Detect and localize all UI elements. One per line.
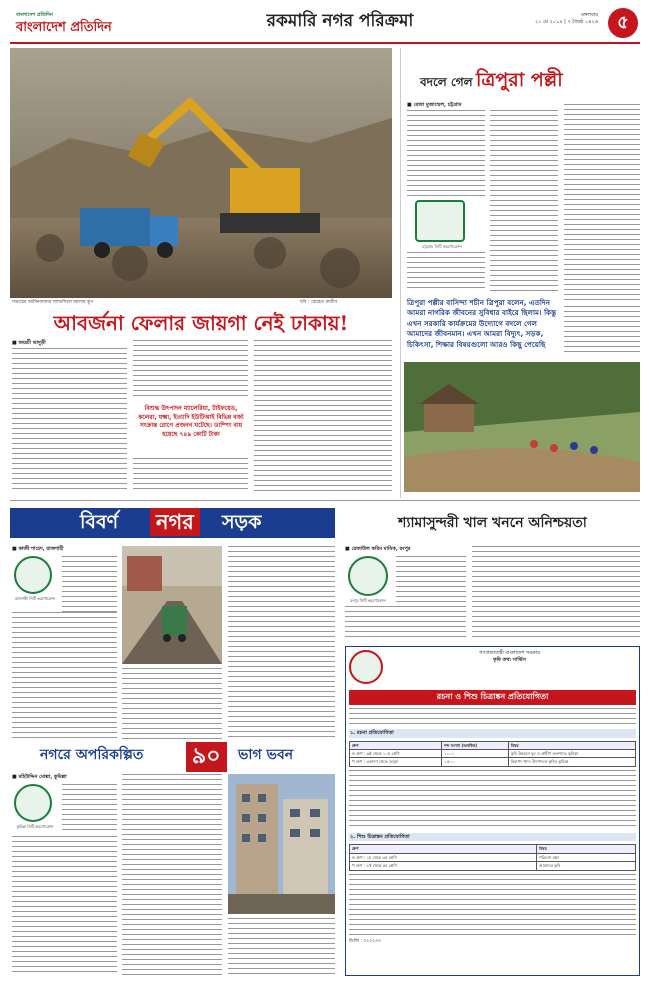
essay-table-cell: কৃষি উন্নয়নে যুব ও গ্রামীণ তরুণদের ভূমিকা (508, 749, 635, 757)
drawing-table-cell: ক গ্রুপ : ১ম থেকে ৩য় শ্রেণি (350, 853, 537, 861)
road-photo (122, 546, 222, 664)
section-title: রকমারি নগর পরিক্রমা (266, 11, 414, 31)
essay-table-header-row (350, 741, 636, 749)
road-col-3 (228, 546, 335, 740)
drawing-table-header-cell: বিষয় (536, 845, 635, 853)
tripura-photo (404, 362, 640, 492)
essay-table-cell: নিরাপদ খাদ্য উৎপাদনে কৃষির ভূমিকা (508, 758, 635, 766)
canal-headline: শ্যামাসুন্দরী খাল খননে অনিশ্চয়তা (398, 515, 587, 531)
rajshahi-seal-label: রাজশাহী সিটি করপোরেশন (14, 596, 56, 601)
masthead-logo[interactable] (16, 12, 136, 38)
road-headline-a: বিবর্ণ (80, 511, 119, 533)
road-byline: ■ কাজী শাহেদ, রাজশাহী (12, 546, 64, 552)
comilla-seal-label: কুমিল্লা সিটি করপোরেশন (16, 824, 54, 829)
rangpur-seal-icon (348, 556, 388, 596)
weekday: মঙ্গলবার (581, 12, 598, 18)
drawing-table-header-cell: গ্রুপ (350, 845, 537, 853)
buildings-headline-num: ৯০ (186, 742, 227, 772)
masthead-rule (10, 42, 640, 44)
essay-table-header-cell: বিষয় (508, 741, 635, 749)
tripura-pullquote: ত্রিপুরা পল্লীর বাসিন্দা শচীন ত্রিপুরা বলেন, এতদিন আমরা নাগরিক জীবনের সুবিধার বাইরে ছিলাম। কিন্তু এখন সরকারি কার্যক্রমের উদ্যোগে বদলে গেল আমাদের জীবনমান। এখন আমরা বিদ্যুৎ, সড়ক, চিকিৎসা, শিক্ষার বিষয়গুলো আরও কিছু পেয়েছি (407, 298, 557, 349)
ad-rules-2 (349, 874, 636, 936)
road-headline-b: নগর (150, 508, 200, 536)
excavator-cab (230, 168, 300, 213)
ad-sec2: ২. শিশু চিত্রাঙ্কন প্রতিযোগিতা (349, 833, 636, 842)
tripura-headline-main: ত্রিপুরা পল্লী (476, 69, 563, 91)
canal-col-1a (396, 556, 466, 602)
buildings-headline-b: ভাগ ভবন (238, 747, 294, 763)
logo-name: বাংলাদেশ প্রতিদিন (16, 19, 112, 35)
tripura-col-1b (407, 252, 485, 292)
road-col-2 (122, 668, 222, 740)
garbage-col-3 (133, 458, 248, 493)
road-headline-c: সড়ক (222, 511, 262, 533)
photo-caption: সভারের আমিনবাজার ল্যান্ডফিলে ময়লার স্তূপ (12, 300, 94, 305)
road-scene (122, 546, 222, 664)
drawing-table-row (350, 862, 636, 870)
drawing-table-cell: পরিবেশ রক্ষা (536, 853, 635, 861)
buildings-headline-a: নগরে অপরিকল্পিত (40, 747, 144, 763)
drawing-table (349, 844, 636, 870)
road-col-1a (62, 556, 117, 616)
photo-credit: ছবি : রোহেত রাজীব (300, 300, 338, 305)
essay-table-cell: খ গ্রুপ : একাদশ থেকে তদূর্ধ্ব (350, 758, 442, 766)
drawing-table-header-row (350, 845, 636, 853)
chittagong-seal-label: চট্টগ্রাম সিটি করপোরেশন (422, 244, 462, 249)
masthead-date (488, 12, 598, 26)
garbage-col-2 (133, 340, 248, 400)
essay-table-cell: ১০০০ (442, 749, 509, 757)
drawing-table-cell: খ গ্রুপ : ৪র্থ থেকে ৫ম শ্রেণি (350, 862, 537, 870)
excavator-scene (10, 48, 392, 298)
buildings-col-1a (62, 784, 117, 830)
landfill-photo (10, 48, 392, 298)
buildings-col-3 (228, 918, 335, 976)
section-divider (10, 500, 640, 501)
date: ২১ মে ২০১৯ | ৭ জ্যৈষ্ঠ ১৪২৬ (535, 18, 598, 25)
canal-byline: ■ রেজাউল করিম মানিক, রংপুর (345, 546, 411, 552)
page-number: ৫ (608, 8, 638, 38)
ad-intro (349, 708, 636, 726)
ad-header: গণপ্রজাতন্ত্রী বাংলাদেশ সরকার (479, 650, 540, 656)
canal-col-1 (345, 606, 466, 640)
essay-table-header-cell: শব্দ সংখ্যা (অনধিক) (442, 741, 509, 749)
ad-sub: কৃষি তথ্য সার্ভিস (493, 656, 526, 663)
tripura-village-scene (404, 362, 640, 492)
buildings-photo (228, 774, 335, 914)
ad-title: রচনা ও শিশু চিত্রাঙ্কন প্রতিযোগিতা (349, 690, 636, 705)
essay-table (349, 741, 636, 767)
essay-table-header-cell: গ্রুপ (350, 741, 442, 749)
rajshahi-seal-icon (14, 556, 52, 594)
comilla-seal-icon (14, 784, 52, 822)
tripura-col-1 (407, 110, 485, 200)
drawing-table-cell: আমাদের কৃষি (536, 862, 635, 870)
essay-table-cell: ১৫০০ (442, 758, 509, 766)
buildings-col-2 (122, 774, 222, 976)
essay-table-row (350, 749, 636, 757)
garbage-byline: ■ জয়শ্রী ভাদুড়ী (12, 340, 46, 346)
ad-sec1: ১. রচনা প্রতিযোগিতা (349, 729, 636, 738)
garbage-col-4 (254, 340, 392, 493)
buildings-col-1 (12, 836, 117, 976)
tripura-headline-prefix: বদলে গেল (420, 75, 473, 89)
tripura-col-3 (564, 104, 640, 304)
tripura-byline: ■ রেজা মুজাম্মেল, চট্টগ্রাম (407, 102, 462, 108)
ad-rules-1 (349, 770, 636, 830)
chittagong-seal-icon (415, 200, 465, 242)
garbage-headline: আবর্জনা ফেলার জায়গা নেই ঢাকায়! (53, 311, 349, 335)
rangpur-seal-label: রংপুর সিটি করপোরেশন (350, 598, 386, 603)
tripura-col-3b (564, 306, 640, 356)
road-col-1 (12, 612, 117, 740)
buildings-byline: ■ মহিউদ্দিন মোল্লা, কুমিল্লা (12, 774, 67, 780)
buildings-scene (228, 774, 335, 914)
canal-col-2 (472, 546, 640, 640)
competition-advertisement (345, 646, 640, 976)
truck-body (80, 208, 150, 246)
logo-tagline: বাংলাদেশ প্রতিদিন (16, 12, 53, 18)
garbage-col-1 (12, 348, 127, 493)
essay-table-cell: ক গ্রুপ : ৬ষ্ঠ থেকে ১০ম শ্রেণি (350, 749, 442, 757)
govt-seal-icon (349, 650, 383, 684)
ad-footer: ডিজি : ৩২২২৩৩ (349, 938, 381, 944)
garbage-pullquote: বিশুদ্ধ উৎপাদন ম্যালেরিয়া, টাইফয়েড, কলেরা, যক্ষ্মা, ইত্যাদি ইউটিআই বিভিন্ন বর্জ্য সংক্রান্ত রোগে প্রজনন ঘটেছে। ডাম্পিং ব্যয় হয়েছে ৭৪৯ কোটি টাকা (138, 405, 244, 439)
essay-table-row (350, 758, 636, 766)
tripura-col-2 (490, 110, 558, 295)
drawing-table-row (350, 853, 636, 861)
